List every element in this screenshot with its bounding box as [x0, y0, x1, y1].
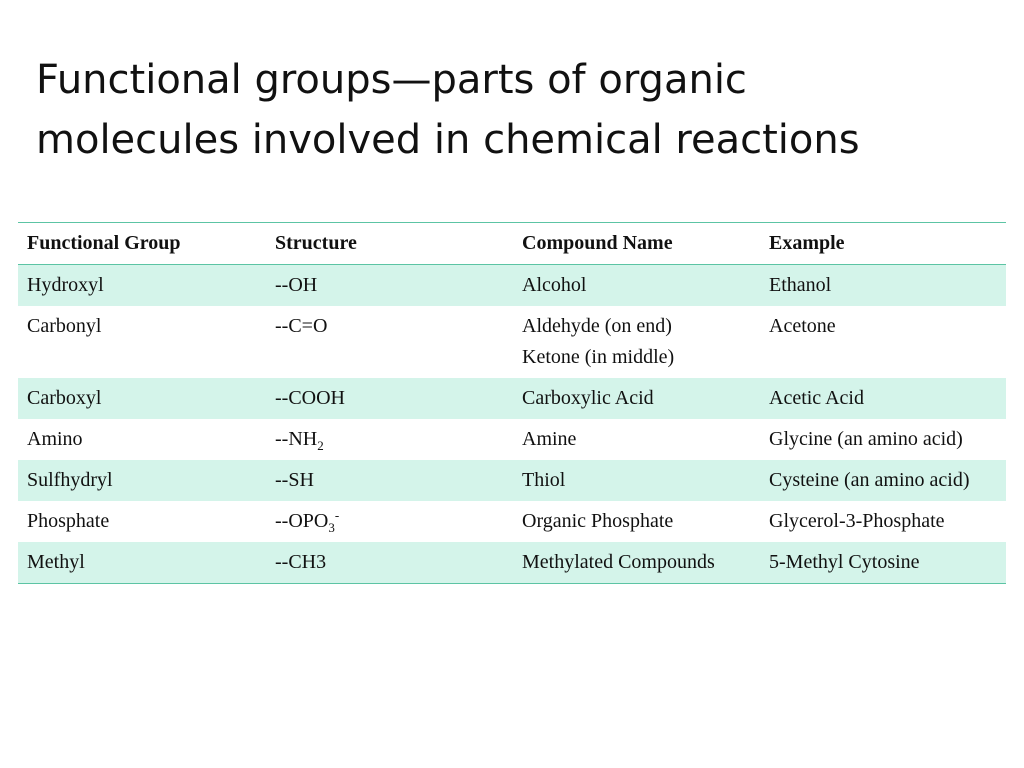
cell-example: Glycerol-3-Phosphate — [760, 501, 1006, 542]
cell-functional-group: Phosphate — [18, 501, 266, 542]
cell-compound-name — [513, 460, 760, 501]
compound-name-line: Aldehyde (on end) — [522, 315, 672, 337]
compound-name-line: Methylated Compounds — [522, 551, 715, 573]
cell-functional-group: Hydroxyl — [18, 265, 266, 307]
cell-compound-name — [513, 378, 760, 419]
table-header-row — [18, 223, 1006, 265]
cell-compound-name — [513, 501, 760, 542]
cell-example: Acetone — [760, 306, 1006, 378]
cell-structure: --C=O — [266, 306, 513, 378]
structure-subscript: 2 — [317, 438, 324, 453]
cell-structure: --OH — [266, 265, 513, 307]
cell-example: 5-Methyl Cytosine — [760, 542, 1006, 584]
structure-subscript: 3 — [328, 520, 335, 535]
compound-name-line: Amine — [522, 428, 577, 450]
cell-example: Acetic Acid — [760, 378, 1006, 419]
header-compound-name: Compound Name — [513, 223, 760, 265]
table-row — [18, 378, 1006, 419]
cell-structure: --COOH — [266, 378, 513, 419]
slide-title-line-1: Functional groups—parts of organic — [36, 57, 747, 103]
cell-compound-name — [513, 419, 760, 460]
table-row — [18, 419, 1006, 460]
cell-compound-name — [513, 306, 760, 378]
cell-structure — [266, 501, 513, 542]
table-row — [18, 265, 1006, 307]
slide-title — [36, 50, 996, 170]
header-structure: Structure — [266, 223, 513, 265]
table-row — [18, 501, 1006, 542]
header-functional-group: Functional Group — [18, 223, 266, 265]
table-row — [18, 460, 1006, 501]
compound-name-line: Organic Phosphate — [522, 510, 674, 532]
structure-superscript: - — [334, 507, 340, 523]
cell-compound-name — [513, 265, 760, 307]
cell-structure: --CH3 — [266, 542, 513, 584]
cell-example: Ethanol — [760, 265, 1006, 307]
compound-name-line: Carboxylic Acid — [522, 387, 654, 409]
cell-functional-group: Sulfhydryl — [18, 460, 266, 501]
cell-compound-name — [513, 542, 760, 584]
cell-structure — [266, 419, 513, 460]
cell-functional-group: Amino — [18, 419, 266, 460]
header-example: Example — [760, 223, 1006, 265]
cell-functional-group: Methyl — [18, 542, 266, 584]
cell-structure: --SH — [266, 460, 513, 501]
compound-name-line: Ketone (in middle) — [522, 346, 675, 368]
functional-groups-table — [18, 222, 1006, 584]
structure-base: --OPO — [275, 510, 329, 532]
table-row — [18, 542, 1006, 584]
cell-functional-group: Carboxyl — [18, 378, 266, 419]
structure-base: --NH — [275, 428, 318, 450]
cell-example: Cysteine (an amino acid) — [760, 460, 1006, 501]
table-row — [18, 306, 1006, 378]
cell-example: Glycine (an amino acid) — [760, 419, 1006, 460]
cell-functional-group: Carbonyl — [18, 306, 266, 378]
compound-name-line: Alcohol — [522, 274, 587, 296]
slide-title-line-2: molecules involved in chemical reactions — [36, 117, 860, 163]
compound-name-line: Thiol — [522, 469, 566, 491]
